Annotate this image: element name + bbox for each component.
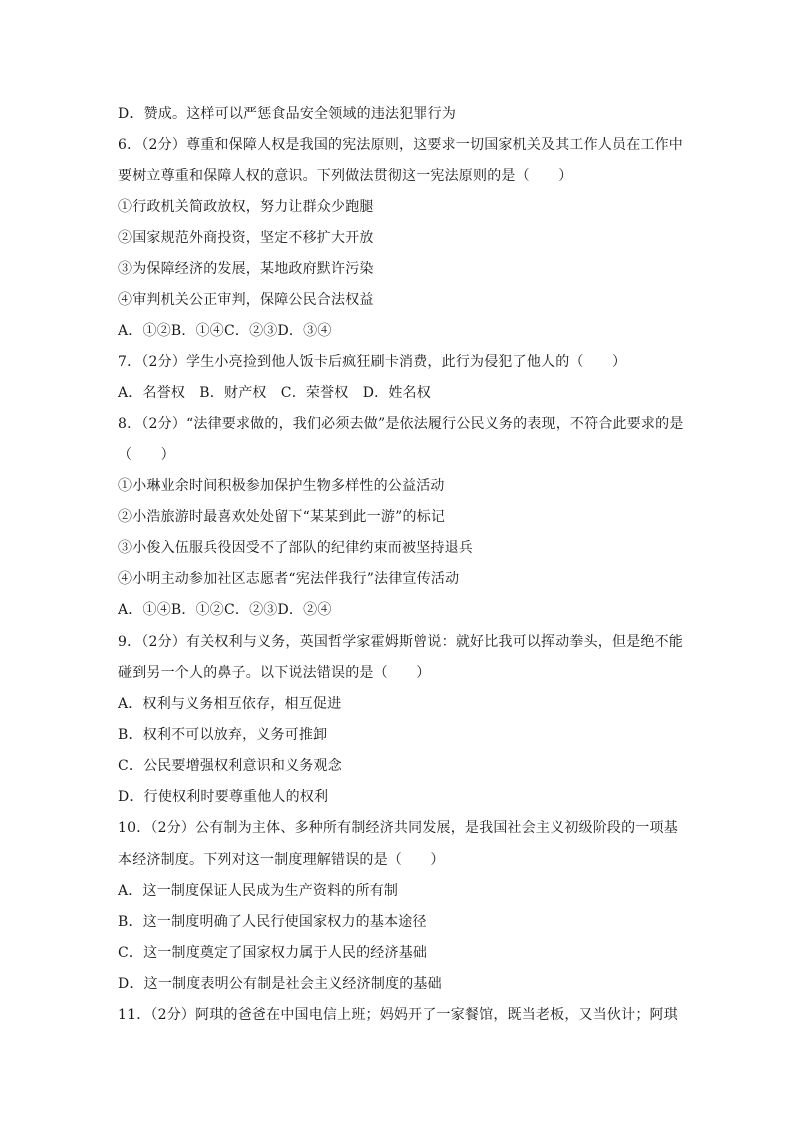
- option-line: A．权利与义务相互依存，相互促进: [118, 696, 342, 712]
- option-line: D．行使权利时要尊重他人的权利: [118, 789, 329, 805]
- statement-line: ②小浩旅游时最喜欢处处留下“某某到此一游”的标记: [118, 509, 446, 525]
- question-7-stem: 7．（2分）学生小亮捡到他人饭卡后疯狂刷卡消费，此行为侵犯了他人的（ ）: [118, 354, 627, 370]
- question-8-stem-continued: （ ）: [118, 447, 175, 463]
- choices-line: A．名誉权 B．财产权 C．荣誉权 D．姓名权: [118, 385, 431, 401]
- statement-line: ④审判机关公正审判，保障公民合法权益: [118, 292, 374, 308]
- question-6-stem-continued: 要树立尊重和保障人权的意识。下列做法贯彻这一宪法原则的是（ ）: [118, 168, 573, 184]
- question-6-stem: 6．（2分）尊重和保障人权是我国的宪法原则，这要求一切国家机关及其工作人员在工作中: [118, 137, 684, 153]
- statement-line: ④小明主动参加社区志愿者“宪法伴我行”法律宣传活动: [118, 571, 460, 587]
- question-10-stem: 10．（2分）公有制为主体、多种所有制经济共同发展，是我国社会主义初级阶段的一项基: [118, 820, 678, 836]
- choices-line: A．①②B．①④C．②③D．③④: [118, 323, 332, 339]
- statement-line: ②国家规范外商投资，坚定不移扩大开放: [118, 230, 374, 246]
- option-line: D．这一制度表明公有制是社会主义经济制度的基础: [118, 976, 442, 992]
- question-11-stem: 11．（2分）阿琪的爸爸在中国电信上班；妈妈开了一家餐馆，既当老板，又当伙计；阿琪: [118, 1007, 678, 1023]
- question-9-stem: 9．（2分）有关权利与义务，英国哲学家霍姆斯曾说：就好比我可以挥动拳头，但是绝不能: [118, 634, 684, 650]
- question-10-stem-continued: 本经济制度。下列对这一制度理解错误的是（ ）: [118, 852, 445, 868]
- question-8-stem: 8．（2分）“法律要求做的，我们必须去做”是依法履行公民义务的表现，不符合此要求的是: [118, 416, 684, 432]
- option-line: C．公民要增强权利意识和义务观念: [118, 758, 342, 774]
- option-line: A．这一制度保证人民成为生产资料的所有制: [118, 883, 399, 899]
- statement-line: ③为保障经济的发展，某地政府默许污染: [118, 261, 374, 277]
- option-line: B．这一制度明确了人民行使国家权力的基本途径: [118, 914, 427, 930]
- statement-line: ①小琳业余时间积极参加保护生物多样性的公益活动: [118, 478, 445, 494]
- option-line: D．赞成。这样可以严惩食品安全领域的违法犯罪行为: [118, 106, 457, 122]
- statement-line: ③小俊入伍服兵役因受不了部队的纪律约束而被坚持退兵: [118, 540, 473, 556]
- choices-line: A．①④B．①②C．②③D．②④: [118, 602, 332, 618]
- question-9-stem-continued: 碰到另一个人的鼻子。以下说法错误的是（ ）: [118, 665, 431, 681]
- option-line: B．权利不可以放弃，义务可推卸: [118, 727, 328, 743]
- statement-line: ①行政机关简政放权，努力让群众少跑腿: [118, 199, 374, 215]
- option-line: C．这一制度奠定了国家权力属于人民的经济基础: [118, 945, 428, 961]
